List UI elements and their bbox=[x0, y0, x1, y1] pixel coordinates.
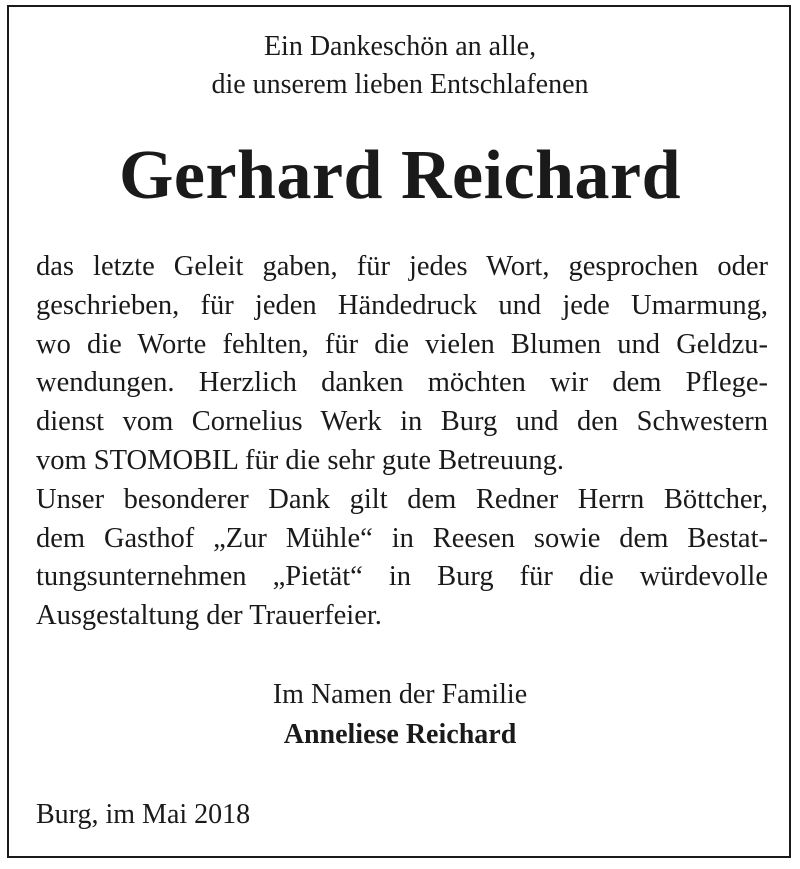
signature-block bbox=[0, 676, 800, 754]
place-date: Burg, im Mai 2018 bbox=[36, 799, 251, 830]
intro-line-2: die unserem lieben Entschlafenen bbox=[211, 69, 589, 100]
intro-line-1: Ein Dankeschön an alle, bbox=[263, 31, 537, 62]
deceased-name: Gerhard Reichard bbox=[118, 137, 682, 214]
intro-text bbox=[0, 28, 800, 104]
thanks-body bbox=[36, 248, 768, 636]
body-line: geschrieben, für jeden Händedruck und jede Umarmung, bbox=[36, 289, 768, 321]
body-line: wo die Worte fehlten, für die vielen Blumen und Geldzu- bbox=[36, 328, 768, 360]
body-line: dem Gasthof „Zur Mühle“ in Reesen sowie dem Bestat- bbox=[36, 522, 768, 554]
body-line: das letzte Geleit gaben, für jedes Wort, gesprochen oder bbox=[36, 251, 768, 282]
body-line: Unser besonderer Dank gilt dem Redner Herrn Böttcher, bbox=[36, 483, 768, 515]
body-line: tungsunternehmen „Pietät“ in Burg für die würdevolle bbox=[36, 561, 768, 593]
signer-name: Anneliese Reichard bbox=[283, 719, 517, 750]
body-line: wendungen. Herzlich danken möchten wir dem Pflege- bbox=[36, 367, 768, 399]
body-line: vom STOMOBIL für die sehr gute Betreuung. bbox=[36, 444, 564, 476]
body-line: dienst vom Cornelius Werk in Burg und den Schwestern bbox=[36, 406, 768, 438]
body-line: Ausgestaltung der Trauerfeier. bbox=[36, 600, 382, 632]
family-line: Im Namen der Familie bbox=[272, 679, 528, 710]
